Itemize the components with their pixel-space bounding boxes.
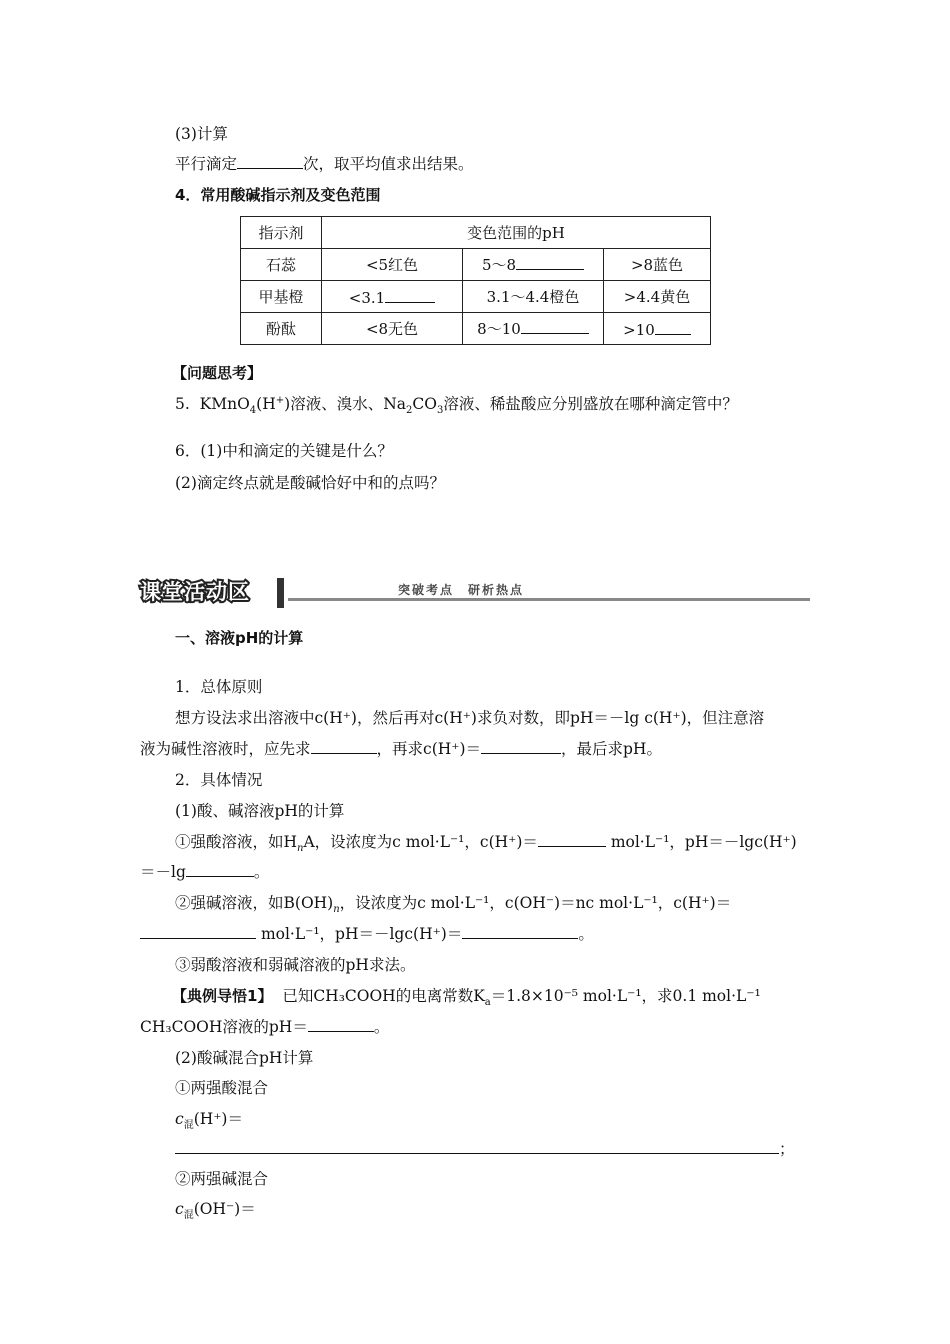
table-cell <box>463 249 604 281</box>
text-span: 。 <box>253 863 270 881</box>
principle-line-2 <box>140 738 662 760</box>
subscript: a <box>484 997 491 1009</box>
section-banner <box>140 576 810 612</box>
part-1-heading: 一、溶液pH的计算 <box>175 629 304 647</box>
question-6-part-1: 6．(1)中和滴定的关键是什么？ <box>175 442 393 460</box>
mix-acid-heading: ①两强酸混合 <box>175 1079 269 1097</box>
question-6-part-2: (2)滴定终点就是酸碱恰好中和的点吗？ <box>175 474 445 492</box>
text-span: 溶液、稀盐酸应分别盛放在哪种滴定管中？ <box>443 395 738 413</box>
table-cell: <5红色 <box>322 249 463 281</box>
text-span: (OH⁻)＝ <box>193 1200 256 1218</box>
banner-divider <box>277 578 284 608</box>
question-heading: 【问题思考】 <box>172 364 263 382</box>
text-span: >10 <box>623 320 655 339</box>
fill-blank <box>237 153 303 169</box>
text-span: KMnO <box>199 395 250 413</box>
subscript: n <box>333 904 340 916</box>
mix-base-formula <box>175 1198 256 1220</box>
table-cell <box>604 313 711 345</box>
text-span: mol·L⁻¹，pH＝－lgc(H⁺) <box>610 833 797 851</box>
text-span: ，设浓度为c mol·L⁻¹，c(OH⁻)＝nc mol·L⁻¹，c(H⁺)＝ <box>339 894 732 912</box>
table-cell <box>322 281 463 313</box>
text-span: 8～10 <box>477 320 521 338</box>
text-span: 已知CH₃COOH的电离常数K <box>282 987 485 1005</box>
indicator-table <box>240 216 711 345</box>
subscript: 混 <box>183 1120 194 1132</box>
text-span: ＝1.8×10⁻⁵ mol·L⁻¹，求0.1 mol·L⁻¹ <box>490 987 761 1005</box>
banner-subtitle: 突破考点 研析热点 <box>398 583 525 597</box>
table-row <box>241 217 711 249</box>
text-span: ①强酸溶液，如H <box>175 833 298 851</box>
subscript: 2 <box>406 405 413 417</box>
example-line-2 <box>140 1016 389 1038</box>
text-span: 课堂活动区 <box>140 580 250 604</box>
banner-title <box>140 576 278 610</box>
text-span: 次，取平均值求出结果。 <box>303 155 474 173</box>
cases-heading: 2．具体情况 <box>175 771 263 789</box>
fill-blank <box>308 1016 374 1032</box>
table-header-range: 变色范围的pH <box>322 217 711 249</box>
fill-blank <box>655 319 691 335</box>
strong-acid-line-2 <box>140 861 269 883</box>
cases-sub-1: (1)酸、碱溶液pH的计算 <box>175 802 345 820</box>
cases-sub-2: (2)酸碱混合pH计算 <box>175 1049 314 1067</box>
text-span: ，再求c(H⁺)＝ <box>376 740 481 758</box>
strong-base-line-1 <box>175 892 731 914</box>
text-span: (H⁺)＝ <box>193 1110 243 1128</box>
section-3-line <box>175 153 474 175</box>
fill-blank <box>311 738 377 754</box>
superscript: + <box>275 394 285 406</box>
section-3-heading: (3)计算 <box>175 125 228 143</box>
principle-heading: 1．总体原则 <box>175 678 263 696</box>
question-5 <box>175 393 738 415</box>
fill-blank <box>516 254 584 270</box>
text-span: ＝－lg <box>140 863 186 881</box>
text-span: c <box>175 1200 184 1218</box>
text-span: 。 <box>373 1018 390 1036</box>
table-row <box>241 281 711 313</box>
table-cell: 石蕊 <box>241 249 322 281</box>
text-span: )溶液、溴水、Na <box>284 395 406 413</box>
fill-blank <box>462 923 578 939</box>
table-cell: 甲基橙 <box>241 281 322 313</box>
strong-acid-line-1 <box>175 831 797 853</box>
banner-rule <box>288 598 810 601</box>
strong-base-line-2 <box>140 923 594 945</box>
text-span: ，最后求pH。 <box>561 740 662 758</box>
fill-blank <box>140 923 256 939</box>
table-row <box>241 313 711 345</box>
fill-blank <box>385 287 435 303</box>
text-span: 5. <box>175 395 190 413</box>
table-cell: >4.4黄色 <box>604 281 711 313</box>
fill-blank <box>538 831 606 847</box>
text-span: ； <box>779 1140 795 1158</box>
subscript: 4 <box>249 405 257 417</box>
principle-line-1: 想方设法求出溶液中c(H⁺)，然后再对c(H⁺)求负对数，即pH＝－lg c(H⁺)，但注意溶 <box>175 709 765 727</box>
text-span: ②强碱溶液，如B(OH) <box>175 894 334 912</box>
example-line-1 <box>172 985 761 1007</box>
table-row <box>241 249 711 281</box>
weak-solution-line: ③弱酸溶液和弱碱溶液的pH求法。 <box>175 956 416 974</box>
table-header-indicator: 指示剂 <box>241 217 322 249</box>
text-span: 5～8 <box>481 256 517 274</box>
table-cell: 3.1～4.4橙色 <box>463 281 604 313</box>
example-tag: 【典例导悟1】 <box>172 987 273 1005</box>
text-span: 平行滴定 <box>175 155 238 173</box>
section-4-heading: 4．常用酸碱指示剂及变色范围 <box>175 186 381 204</box>
text-span: CO <box>412 395 437 413</box>
table-cell: <8无色 <box>322 313 463 345</box>
text-span: CH₃COOH溶液的pH＝ <box>140 1018 308 1036</box>
fill-blank <box>481 738 561 754</box>
table-cell: >8蓝色 <box>604 249 711 281</box>
fill-blank <box>175 1138 779 1154</box>
text-span: (H <box>256 395 276 413</box>
mix-base-heading: ②两强碱混合 <box>175 1170 269 1188</box>
mix-acid-blank-line <box>175 1138 795 1160</box>
text-span: A，设浓度为c mol·L⁻¹，c(H⁺)＝ <box>303 833 538 851</box>
subscript: n <box>297 843 304 855</box>
fill-blank <box>186 861 254 877</box>
table-cell: 酚酞 <box>241 313 322 345</box>
subscript: 3 <box>436 405 444 417</box>
text-span: 。 <box>578 925 594 943</box>
text-span: c <box>175 1110 184 1128</box>
subscript: 混 <box>183 1210 194 1222</box>
text-span: <3.1 <box>348 288 386 307</box>
table-cell <box>463 313 604 345</box>
fill-blank <box>521 318 589 334</box>
text-span: mol·L⁻¹，pH＝－lgc(H⁺)＝ <box>260 925 463 943</box>
mix-acid-formula <box>175 1108 243 1130</box>
text-span: 液为碱性溶液时，应先求 <box>140 740 311 758</box>
